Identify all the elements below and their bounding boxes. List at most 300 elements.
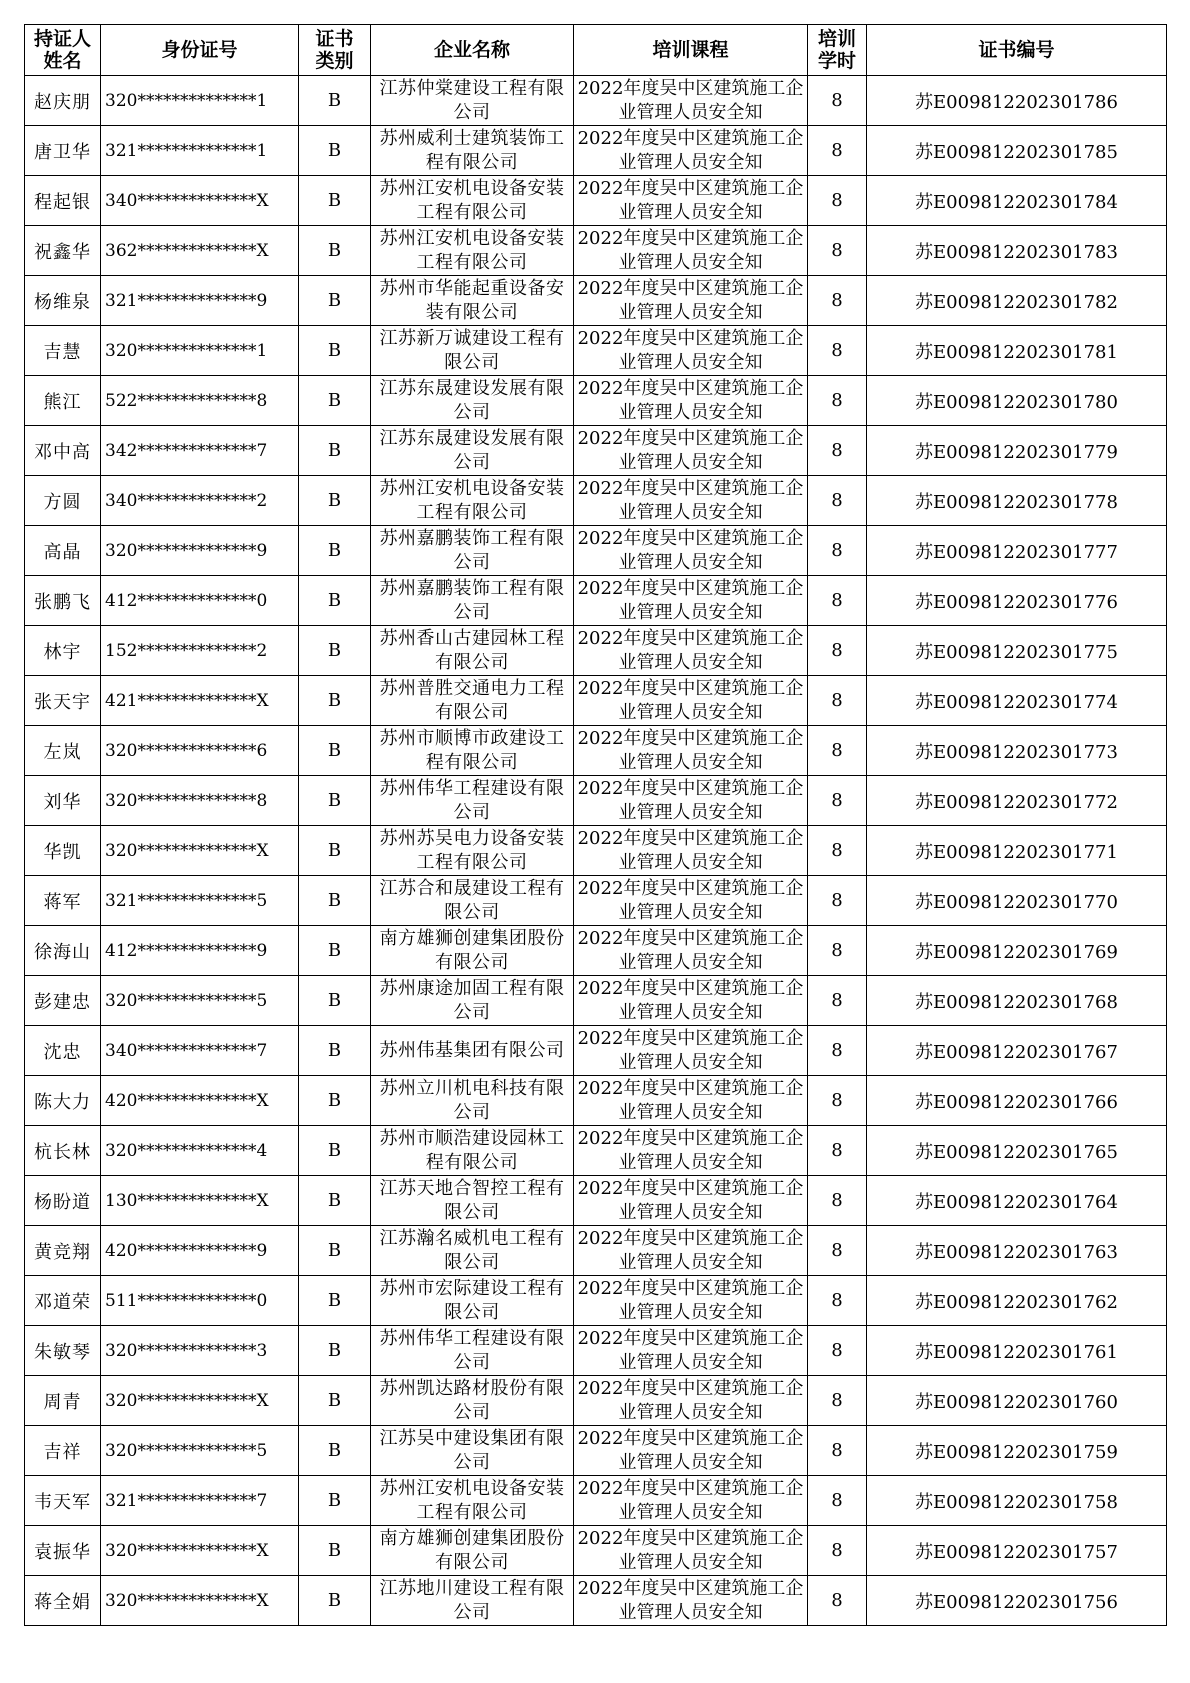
company-cell <box>371 126 574 176</box>
cert-type-cell: B <box>299 1426 371 1476</box>
course-cell <box>574 976 808 1026</box>
course-cell <box>574 476 808 526</box>
id-number-cell: 342**************7 <box>101 426 299 476</box>
course-text: 2022年度吴中区建筑施工企业管理人员安全知 <box>577 1077 804 1123</box>
table-row <box>25 726 1167 776</box>
company-cell <box>371 1476 574 1526</box>
company-text: 江苏新万诚建设工程有限公司 <box>379 327 565 373</box>
company-cell <box>371 526 574 576</box>
company-cell <box>371 1076 574 1126</box>
course-cell <box>574 176 808 226</box>
cert-type-cell: B <box>299 876 371 926</box>
hours-cell: 8 <box>808 926 867 976</box>
table-row <box>25 376 1167 426</box>
hours-cell: 8 <box>808 976 867 1026</box>
cert-type-cell: B <box>299 1476 371 1526</box>
hours-cell: 8 <box>808 776 867 826</box>
course-text: 2022年度吴中区建筑施工企业管理人员安全知 <box>577 227 804 273</box>
hours-cell: 8 <box>808 176 867 226</box>
id-number-cell: 320**************5 <box>101 1426 299 1476</box>
table-row <box>25 476 1167 526</box>
cert-number-cell: 苏E009812202301774 <box>867 676 1167 726</box>
course-cell <box>574 226 808 276</box>
cert-type-cell: B <box>299 376 371 426</box>
course-cell <box>574 1226 808 1276</box>
course-text: 2022年度吴中区建筑施工企业管理人员安全知 <box>577 1277 804 1323</box>
company-cell <box>371 1276 574 1326</box>
id-number-cell: 511**************0 <box>101 1276 299 1326</box>
cert-number-cell: 苏E009812202301778 <box>867 476 1167 526</box>
company-text: 江苏东晟建设发展有限公司 <box>379 377 565 423</box>
table-row <box>25 1226 1167 1276</box>
course-cell <box>574 1526 808 1576</box>
id-number-cell: 320**************3 <box>101 1326 299 1376</box>
hours-cell: 8 <box>808 1076 867 1126</box>
company-cell <box>371 576 574 626</box>
course-text: 2022年度吴中区建筑施工企业管理人员安全知 <box>577 1527 804 1573</box>
company-text: 江苏仲棠建设工程有限公司 <box>379 77 565 123</box>
company-cell <box>371 276 574 326</box>
id-number-cell: 320**************X <box>101 826 299 876</box>
table-row <box>25 1376 1167 1426</box>
cert-type-cell: B <box>299 426 371 476</box>
company-cell <box>371 476 574 526</box>
table-body <box>25 76 1167 1626</box>
hours-cell: 8 <box>808 1326 867 1376</box>
holder-name-cell: 林宇 <box>25 626 101 676</box>
cert-number-cell: 苏E009812202301783 <box>867 226 1167 276</box>
holder-name-cell: 程起银 <box>25 176 101 226</box>
table-row <box>25 126 1167 176</box>
course-text: 2022年度吴中区建筑施工企业管理人员安全知 <box>577 177 804 223</box>
company-cell <box>371 1226 574 1276</box>
cert-number-cell: 苏E009812202301766 <box>867 1076 1167 1126</box>
company-text: 苏州伟基集团有限公司 <box>379 1039 565 1061</box>
course-text: 2022年度吴中区建筑施工企业管理人员安全知 <box>577 1377 804 1423</box>
holder-name-cell: 徐海山 <box>25 926 101 976</box>
cert-type-cell: B <box>299 1026 371 1076</box>
cert-type-cell: B <box>299 76 371 126</box>
holder-name-cell: 杭长林 <box>25 1126 101 1176</box>
cert-type-cell: B <box>299 776 371 826</box>
holder-name-cell: 彭建忠 <box>25 976 101 1026</box>
table-row <box>25 426 1167 476</box>
cert-type-cell: B <box>299 626 371 676</box>
cert-type-cell: B <box>299 576 371 626</box>
course-cell <box>574 1126 808 1176</box>
cert-number-cell: 苏E009812202301764 <box>867 1176 1167 1226</box>
course-cell <box>574 326 808 376</box>
table-row <box>25 826 1167 876</box>
cert-type-cell: B <box>299 1526 371 1576</box>
course-text: 2022年度吴中区建筑施工企业管理人员安全知 <box>577 677 804 723</box>
company-text: 南方雄狮创建集团股份有限公司 <box>379 1527 565 1573</box>
cert-number-cell: 苏E009812202301786 <box>867 76 1167 126</box>
id-number-cell: 412**************9 <box>101 926 299 976</box>
table-row <box>25 1176 1167 1226</box>
cert-number-cell: 苏E009812202301759 <box>867 1426 1167 1476</box>
cert-number-cell: 苏E009812202301777 <box>867 526 1167 576</box>
header-company: 企业名称 <box>371 25 574 76</box>
course-text: 2022年度吴中区建筑施工企业管理人员安全知 <box>577 1327 804 1373</box>
course-text: 2022年度吴中区建筑施工企业管理人员安全知 <box>577 877 804 923</box>
id-number-cell: 412**************0 <box>101 576 299 626</box>
cert-type-cell: B <box>299 476 371 526</box>
table-row <box>25 1526 1167 1576</box>
hours-cell: 8 <box>808 1226 867 1276</box>
company-cell <box>371 726 574 776</box>
table-row <box>25 226 1167 276</box>
holder-name-cell: 蒋全娟 <box>25 1576 101 1626</box>
company-text: 苏州威利士建筑装饰工程有限公司 <box>379 127 565 173</box>
cert-number-cell: 苏E009812202301779 <box>867 426 1167 476</box>
cert-number-cell: 苏E009812202301772 <box>867 776 1167 826</box>
cert-type-cell: B <box>299 176 371 226</box>
table-row <box>25 626 1167 676</box>
cert-type-cell: B <box>299 1276 371 1326</box>
cert-number-cell: 苏E009812202301760 <box>867 1376 1167 1426</box>
company-text: 苏州凯达路材股份有限公司 <box>379 1377 565 1423</box>
cert-type-cell: B <box>299 926 371 976</box>
table-row <box>25 1326 1167 1376</box>
cert-type-cell: B <box>299 1326 371 1376</box>
course-cell <box>574 276 808 326</box>
holder-name-cell: 祝鑫华 <box>25 226 101 276</box>
id-number-cell: 130**************X <box>101 1176 299 1226</box>
cert-type-cell: B <box>299 1126 371 1176</box>
course-cell <box>574 526 808 576</box>
company-text: 苏州嘉鹏装饰工程有限公司 <box>379 577 565 623</box>
table-row <box>25 176 1167 226</box>
table-row <box>25 1126 1167 1176</box>
holder-name-cell: 韦天军 <box>25 1476 101 1526</box>
hours-cell: 8 <box>808 726 867 776</box>
course-text: 2022年度吴中区建筑施工企业管理人员安全知 <box>577 777 804 823</box>
company-text: 苏州江安机电设备安装工程有限公司 <box>379 1477 565 1523</box>
id-number-cell: 420**************9 <box>101 1226 299 1276</box>
course-cell <box>574 1476 808 1526</box>
hours-cell: 8 <box>808 426 867 476</box>
company-cell <box>371 1526 574 1576</box>
table-row <box>25 876 1167 926</box>
table-row <box>25 1076 1167 1126</box>
course-cell <box>574 876 808 926</box>
id-number-cell: 320**************9 <box>101 526 299 576</box>
id-number-cell: 320**************1 <box>101 76 299 126</box>
hours-cell: 8 <box>808 1126 867 1176</box>
company-cell <box>371 1126 574 1176</box>
company-cell <box>371 226 574 276</box>
course-cell <box>574 1276 808 1326</box>
course-cell <box>574 776 808 826</box>
id-number-cell: 340**************7 <box>101 1026 299 1076</box>
company-cell <box>371 626 574 676</box>
holder-name-cell: 吉慧 <box>25 326 101 376</box>
course-cell <box>574 1076 808 1126</box>
cert-number-cell: 苏E009812202301768 <box>867 976 1167 1026</box>
company-cell <box>371 176 574 226</box>
holder-name-cell: 杨盼道 <box>25 1176 101 1226</box>
hours-cell: 8 <box>808 226 867 276</box>
id-number-cell: 320**************4 <box>101 1126 299 1176</box>
company-cell <box>371 1576 574 1626</box>
holder-name-cell: 华凯 <box>25 826 101 876</box>
id-number-cell: 340**************X <box>101 176 299 226</box>
course-text: 2022年度吴中区建筑施工企业管理人员安全知 <box>577 1127 804 1173</box>
id-number-cell: 362**************X <box>101 226 299 276</box>
cert-type-cell: B <box>299 526 371 576</box>
course-text: 2022年度吴中区建筑施工企业管理人员安全知 <box>577 377 804 423</box>
hours-cell: 8 <box>808 526 867 576</box>
course-cell <box>574 626 808 676</box>
company-cell <box>371 376 574 426</box>
id-number-cell: 320**************6 <box>101 726 299 776</box>
hours-cell: 8 <box>808 126 867 176</box>
cert-number-cell: 苏E009812202301757 <box>867 1526 1167 1576</box>
holder-name-cell: 杨维泉 <box>25 276 101 326</box>
course-cell <box>574 926 808 976</box>
cert-type-cell: B <box>299 1076 371 1126</box>
holder-name-cell: 方圆 <box>25 476 101 526</box>
hours-cell: 8 <box>808 576 867 626</box>
company-text: 苏州普胜交通电力工程有限公司 <box>379 677 565 723</box>
course-text: 2022年度吴中区建筑施工企业管理人员安全知 <box>577 827 804 873</box>
cert-number-cell: 苏E009812202301761 <box>867 1326 1167 1376</box>
holder-name-cell: 唐卫华 <box>25 126 101 176</box>
holder-name-cell: 蒋军 <box>25 876 101 926</box>
hours-cell: 8 <box>808 1026 867 1076</box>
hours-cell: 8 <box>808 1526 867 1576</box>
holder-name-cell: 张鹏飞 <box>25 576 101 626</box>
header-course: 培训课程 <box>574 25 808 76</box>
cert-number-cell: 苏E009812202301773 <box>867 726 1167 776</box>
holder-name-cell: 沈忠 <box>25 1026 101 1076</box>
table-header-row <box>25 25 1167 76</box>
cert-number-cell: 苏E009812202301780 <box>867 376 1167 426</box>
company-text: 苏州香山古建园林工程有限公司 <box>379 627 565 673</box>
cert-number-cell: 苏E009812202301785 <box>867 126 1167 176</box>
cert-number-cell: 苏E009812202301769 <box>867 926 1167 976</box>
hours-cell: 8 <box>808 476 867 526</box>
company-text: 苏州市顺博市政建设工程有限公司 <box>379 727 565 773</box>
hours-cell: 8 <box>808 1576 867 1626</box>
holder-name-cell: 周青 <box>25 1376 101 1426</box>
course-text: 2022年度吴中区建筑施工企业管理人员安全知 <box>577 427 804 473</box>
table-row <box>25 326 1167 376</box>
company-text: 江苏东晟建设发展有限公司 <box>379 427 565 473</box>
company-text: 苏州市宏际建设工程有限公司 <box>379 1277 565 1323</box>
table-row <box>25 976 1167 1026</box>
certificate-sheet <box>24 24 1166 1626</box>
course-text: 2022年度吴中区建筑施工企业管理人员安全知 <box>577 277 804 323</box>
id-number-cell: 420**************X <box>101 1076 299 1126</box>
id-number-cell: 522**************8 <box>101 376 299 426</box>
company-text: 苏州江安机电设备安装工程有限公司 <box>379 477 565 523</box>
course-text: 2022年度吴中区建筑施工企业管理人员安全知 <box>577 477 804 523</box>
course-text: 2022年度吴中区建筑施工企业管理人员安全知 <box>577 527 804 573</box>
hours-cell: 8 <box>808 276 867 326</box>
course-text: 2022年度吴中区建筑施工企业管理人员安全知 <box>577 327 804 373</box>
course-cell <box>574 1176 808 1226</box>
company-text: 江苏合和晟建设工程有限公司 <box>379 877 565 923</box>
company-text: 苏州伟华工程建设有限公司 <box>379 777 565 823</box>
id-number-cell: 321**************7 <box>101 1476 299 1526</box>
holder-name-cell: 刘华 <box>25 776 101 826</box>
company-cell <box>371 976 574 1026</box>
cert-number-cell: 苏E009812202301782 <box>867 276 1167 326</box>
hours-cell: 8 <box>808 1426 867 1476</box>
cert-number-cell: 苏E009812202301765 <box>867 1126 1167 1176</box>
course-cell <box>574 126 808 176</box>
course-cell <box>574 1376 808 1426</box>
course-cell <box>574 1026 808 1076</box>
id-number-cell: 320**************8 <box>101 776 299 826</box>
course-cell <box>574 376 808 426</box>
course-text: 2022年度吴中区建筑施工企业管理人员安全知 <box>577 1227 804 1273</box>
company-text: 南方雄狮创建集团股份有限公司 <box>379 927 565 973</box>
company-text: 苏州市顺浩建设园林工程有限公司 <box>379 1127 565 1173</box>
table-row <box>25 1276 1167 1326</box>
hours-cell: 8 <box>808 1276 867 1326</box>
id-number-cell: 340**************2 <box>101 476 299 526</box>
company-text: 苏州立川机电科技有限公司 <box>379 1077 565 1123</box>
cert-type-cell: B <box>299 1376 371 1426</box>
id-number-cell: 321**************1 <box>101 126 299 176</box>
cert-number-cell: 苏E009812202301770 <box>867 876 1167 926</box>
company-cell <box>371 676 574 726</box>
holder-name-cell: 袁振华 <box>25 1526 101 1576</box>
course-text: 2022年度吴中区建筑施工企业管理人员安全知 <box>577 1027 804 1073</box>
holder-name-cell: 邓中高 <box>25 426 101 476</box>
course-text: 2022年度吴中区建筑施工企业管理人员安全知 <box>577 1577 804 1623</box>
cert-type-cell: B <box>299 676 371 726</box>
table-row <box>25 1426 1167 1476</box>
hours-cell: 8 <box>808 326 867 376</box>
cert-type-cell: B <box>299 1226 371 1276</box>
hours-cell: 8 <box>808 1376 867 1426</box>
course-text: 2022年度吴中区建筑施工企业管理人员安全知 <box>577 127 804 173</box>
cert-number-cell: 苏E009812202301776 <box>867 576 1167 626</box>
holder-name-cell: 朱敏琴 <box>25 1326 101 1376</box>
holder-name-cell: 赵庆朋 <box>25 76 101 126</box>
cert-type-cell: B <box>299 126 371 176</box>
company-cell <box>371 1326 574 1376</box>
id-number-cell: 321**************5 <box>101 876 299 926</box>
id-number-cell: 320**************1 <box>101 326 299 376</box>
hours-cell: 8 <box>808 1176 867 1226</box>
cert-number-cell: 苏E009812202301756 <box>867 1576 1167 1626</box>
id-number-cell: 421**************X <box>101 676 299 726</box>
course-cell <box>574 576 808 626</box>
hours-cell: 8 <box>808 626 867 676</box>
cert-type-cell: B <box>299 726 371 776</box>
course-cell <box>574 676 808 726</box>
hours-cell: 8 <box>808 876 867 926</box>
company-text: 江苏瀚名威机电工程有限公司 <box>379 1227 565 1273</box>
cert-number-cell: 苏E009812202301762 <box>867 1276 1167 1326</box>
table-row <box>25 926 1167 976</box>
table-row <box>25 1476 1167 1526</box>
cert-number-cell: 苏E009812202301771 <box>867 826 1167 876</box>
course-text: 2022年度吴中区建筑施工企业管理人员安全知 <box>577 977 804 1023</box>
company-cell <box>371 876 574 926</box>
holder-name-cell: 张天宇 <box>25 676 101 726</box>
header-holder: 持证人姓名 <box>25 25 101 76</box>
company-cell <box>371 926 574 976</box>
hours-cell: 8 <box>808 1476 867 1526</box>
table-row <box>25 676 1167 726</box>
company-text: 苏州伟华工程建设有限公司 <box>379 1327 565 1373</box>
course-text: 2022年度吴中区建筑施工企业管理人员安全知 <box>577 1177 804 1223</box>
company-cell <box>371 1376 574 1426</box>
course-text: 2022年度吴中区建筑施工企业管理人员安全知 <box>577 577 804 623</box>
cert-number-cell: 苏E009812202301784 <box>867 176 1167 226</box>
company-text: 苏州嘉鹏装饰工程有限公司 <box>379 527 565 573</box>
table-row <box>25 776 1167 826</box>
course-text: 2022年度吴中区建筑施工企业管理人员安全知 <box>577 1427 804 1473</box>
cert-type-cell: B <box>299 1176 371 1226</box>
company-text: 苏州苏吴电力设备安装工程有限公司 <box>379 827 565 873</box>
company-cell <box>371 76 574 126</box>
cert-number-cell: 苏E009812202301763 <box>867 1226 1167 1276</box>
company-text: 苏州康途加固工程有限公司 <box>379 977 565 1023</box>
table-row <box>25 1026 1167 1076</box>
id-number-cell: 321**************9 <box>101 276 299 326</box>
cert-type-cell: B <box>299 976 371 1026</box>
company-cell <box>371 1026 574 1076</box>
course-cell <box>574 1576 808 1626</box>
company-cell <box>371 776 574 826</box>
cert-type-cell: B <box>299 826 371 876</box>
company-cell <box>371 1176 574 1226</box>
company-cell <box>371 326 574 376</box>
holder-name-cell: 熊江 <box>25 376 101 426</box>
company-cell <box>371 426 574 476</box>
course-text: 2022年度吴中区建筑施工企业管理人员安全知 <box>577 1477 804 1523</box>
cert-number-cell: 苏E009812202301775 <box>867 626 1167 676</box>
table-row <box>25 526 1167 576</box>
table-row <box>25 276 1167 326</box>
course-text: 2022年度吴中区建筑施工企业管理人员安全知 <box>577 727 804 773</box>
id-number-cell: 320**************X <box>101 1376 299 1426</box>
cert-type-cell: B <box>299 1576 371 1626</box>
header-hours: 培训学时 <box>808 25 867 76</box>
cert-type-cell: B <box>299 226 371 276</box>
holder-name-cell: 陈大力 <box>25 1076 101 1126</box>
company-text: 江苏地川建设工程有限公司 <box>379 1577 565 1623</box>
course-cell <box>574 426 808 476</box>
header-cert-type: 证书类别 <box>299 25 371 76</box>
company-text: 苏州市华能起重设备安装有限公司 <box>379 277 565 323</box>
course-text: 2022年度吴中区建筑施工企业管理人员安全知 <box>577 627 804 673</box>
id-number-cell: 152**************2 <box>101 626 299 676</box>
holder-name-cell: 左岚 <box>25 726 101 776</box>
header-id-number: 身份证号 <box>101 25 299 76</box>
company-cell <box>371 826 574 876</box>
cert-number-cell: 苏E009812202301781 <box>867 326 1167 376</box>
course-cell <box>574 1326 808 1376</box>
id-number-cell: 320**************X <box>101 1526 299 1576</box>
cert-type-cell: B <box>299 276 371 326</box>
table-row <box>25 576 1167 626</box>
company-text: 苏州江安机电设备安装工程有限公司 <box>379 177 565 223</box>
hours-cell: 8 <box>808 76 867 126</box>
holder-name-cell: 吉祥 <box>25 1426 101 1476</box>
id-number-cell: 320**************5 <box>101 976 299 1026</box>
holder-name-cell: 邓道荣 <box>25 1276 101 1326</box>
company-text: 苏州江安机电设备安装工程有限公司 <box>379 227 565 273</box>
hours-cell: 8 <box>808 376 867 426</box>
